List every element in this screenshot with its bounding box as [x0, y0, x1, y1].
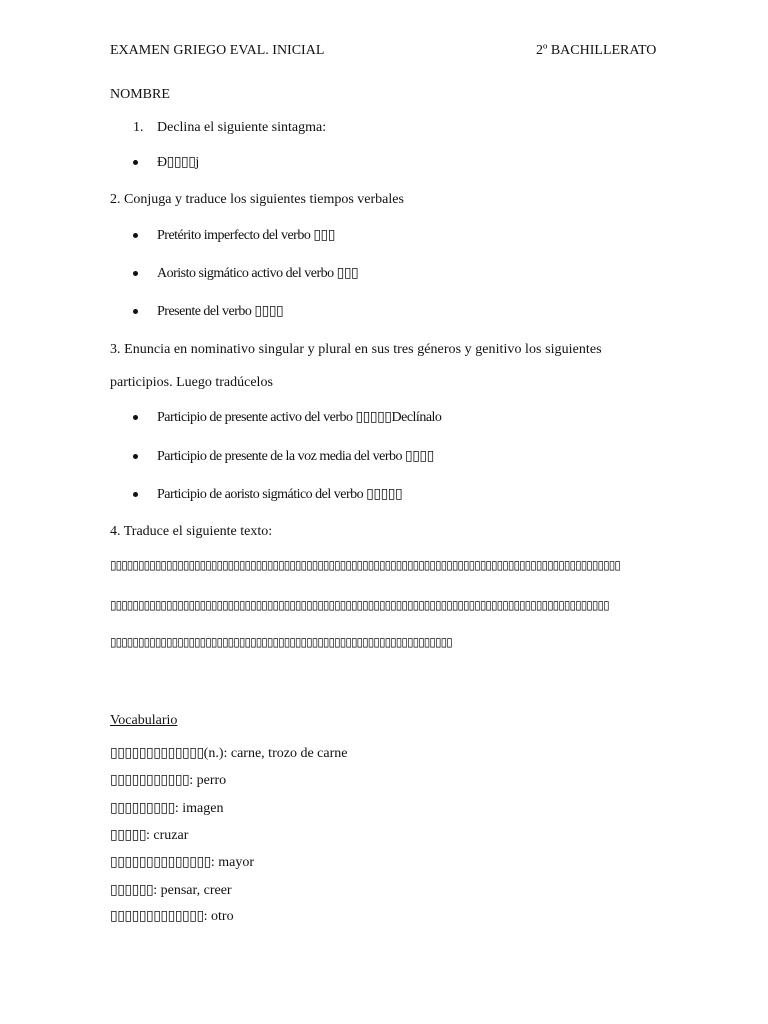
vocab-meaning: : mayor — [210, 855, 255, 870]
vocab-meaning: : pensar, creer — [153, 883, 232, 898]
vocab-entry — [110, 746, 347, 762]
bullet-icon — [133, 492, 138, 497]
q3-item: Participio de presente activo del verbo ▯▯▯▯▯Declínalo — [157, 410, 442, 425]
q4-greek-line: ▯▯▯▯▯▯▯▯▯▯▯▯▯▯▯▯▯▯▯▯▯▯▯▯▯▯▯▯▯▯▯▯▯▯▯▯▯▯▯▯▯▯▯▯▯▯▯▯▯▯▯▯▯▯▯▯▯▯▯▯▯▯▯▯▯▯▯▯▯▯▯▯▯▯▯▯▯▯▯▯▯▯▯▯▯▯▯▯▯ — [110, 598, 609, 612]
q1-item: Ð▯▯▯▯j — [157, 155, 199, 170]
q4-greek-line: ▯▯▯▯▯▯▯▯▯▯▯▯▯▯▯▯▯▯▯▯▯▯▯▯▯▯▯▯▯▯▯▯▯▯▯▯▯▯▯▯▯▯▯▯▯▯▯▯▯▯▯▯▯▯▯▯▯▯▯▯▯ — [110, 635, 452, 649]
vocab-entry — [110, 855, 254, 871]
bullet-icon — [133, 233, 138, 238]
q4-text: 4. Traduce el siguiente texto: — [110, 524, 273, 539]
bullet-icon — [133, 309, 138, 314]
q1-number: 1. — [133, 120, 144, 135]
q2-item: Aoristo sigmático activo del verbo ▯▯▯ — [157, 266, 359, 281]
q2-text: 2. Conjuga y traduce los siguientes tiempos verbales — [110, 192, 404, 207]
vocab-meaning: : perro — [189, 773, 227, 788]
vocab-entry — [110, 801, 223, 817]
vocab-meaning: (n.): carne, trozo de carne — [203, 746, 348, 761]
bullet-icon — [133, 454, 138, 459]
vocab-entry — [110, 828, 188, 844]
vocab-greek: ▯▯▯▯▯▯▯▯▯▯▯▯▯ — [110, 746, 204, 761]
vocab-greek: ▯▯▯▯▯▯▯▯▯ — [110, 801, 175, 816]
bullet-icon — [133, 415, 138, 420]
vocab-meaning: : cruzar — [146, 828, 189, 843]
vocab-greek: ▯▯▯▯▯▯▯▯▯▯▯▯▯▯ — [110, 855, 211, 870]
vocab-meaning: : imagen — [174, 801, 224, 816]
q3-item: Participio de presente de la voz media del verbo ▯▯▯▯ — [157, 449, 434, 464]
vocab-meaning: : otro — [203, 909, 234, 924]
vocab-entry — [110, 883, 232, 899]
bullet-icon — [133, 271, 138, 276]
q1-text: Declina el siguiente sintagma: — [157, 120, 327, 135]
vocab-greek: ▯▯▯▯▯▯▯▯▯▯▯ — [110, 773, 190, 788]
q2-item: Pretérito imperfecto del verbo ▯▯▯ — [157, 228, 335, 243]
q3-item: Participio de aoristo sigmático del verbo ▯▯▯▯▯ — [157, 487, 403, 502]
q4-greek-line: ▯▯▯▯▯▯▯▯▯▯▯▯▯▯▯▯▯▯▯▯▯▯▯▯▯▯▯▯▯▯▯▯▯▯▯▯▯▯▯▯▯▯▯▯▯▯▯▯▯▯▯▯▯▯▯▯▯▯▯▯▯▯▯▯▯▯▯▯▯▯▯▯▯▯▯▯▯▯▯▯▯▯▯▯▯▯▯▯▯▯▯ — [110, 558, 620, 572]
student-name-label: NOMBRE — [110, 87, 170, 102]
vocab-greek: ▯▯▯▯▯▯▯▯▯▯▯▯▯ — [110, 909, 204, 924]
header-title: EXAMEN GRIEGO EVAL. INICIAL — [110, 43, 325, 58]
vocab-entry — [110, 909, 234, 925]
vocab-greek: ▯▯▯▯▯▯ — [110, 883, 154, 898]
vocab-entry — [110, 773, 226, 789]
header-course: 2º BACHILLERATO — [536, 43, 657, 58]
bullet-icon — [133, 160, 138, 165]
vocab-title: Vocabulario — [110, 713, 178, 728]
q3-text-line1: 3. Enuncia en nominativo singular y plural en sus tres géneros y genitivo los siguientes — [110, 342, 602, 357]
q2-item: Presente del verbo ▯▯▯▯ — [157, 304, 284, 319]
q3-text-line2: participios. Luego tradúcelos — [110, 375, 273, 390]
vocab-greek: ▯▯▯▯▯ — [110, 828, 147, 843]
